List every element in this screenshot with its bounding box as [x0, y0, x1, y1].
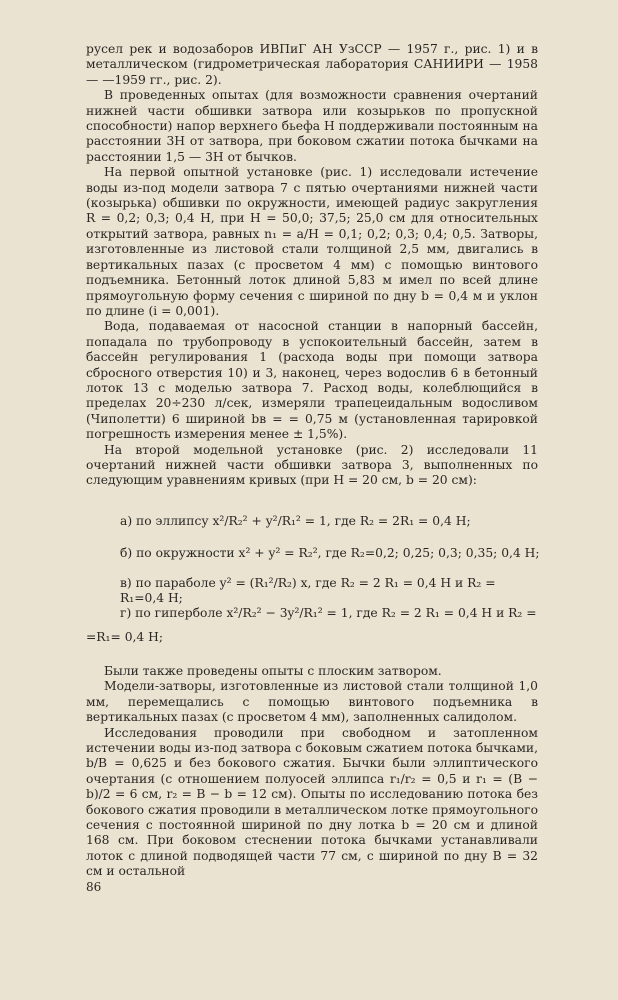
equation-ellipse: а) по эллипсу x²/R₂² + y²/R₁² = 1, где R₂ = 2R₁ = 0,4 H;: [120, 514, 471, 528]
paragraph: Вода, подаваемая от насосной станции в напорный бассейн, попадала по трубопроводу в успокоительный бассейн, затем в бассейн регулирования 1 (расхода воды при помощи затвора сбросного отверстия 10) и 3, наконец, через водослив 6 в бетонный лоток 13 с моделью затвора 7. Расход воды, колеблющийся в пределах 20÷230 л/сек, измеряли трапецеидальным водосливом (Чиполетти) 6 шириной bв = = 0,75 м (установленная тарировкой погрешность измерения менее ± 1,5%).: [86, 319, 538, 442]
equation-circle: б) по окружности x² + y² = R₂², где R₂=0,2; 0,25; 0,3; 0,35; 0,4 H;: [120, 546, 540, 560]
paragraph: В проведенных опытах (для возможности сравнения очертаний нижней части обшивки затвора или козырьков по пропускной способности) напор верхнего бьефа H поддерживали постоянным на расстоянии 3H от затвора, при боковом сжатии потока бычками на расстоянии 1,5 — 3H от бычков.: [86, 88, 538, 164]
equation-parabola: в) по параболе y² = (R₁²/R₂) x, где R₂ = 2 R₁ = 0,4 H и R₂ = R₁=0,4 H;: [120, 576, 496, 605]
page-number: 86: [86, 880, 102, 894]
equation-continuation: =R₁= 0,4 H;: [86, 630, 164, 644]
body-text: [86, 42, 538, 489]
equation-hyperbola: г) по гиперболе x²/R₂² − 3y²/R₁² = 1, где R₂ = 2 R₁ = 0,4 H и R₂ =: [120, 606, 537, 620]
paragraph: На первой опытной установке (рис. 1) исследовали истечение воды из-под модели затвора 7 с пятью очертаниями нижней части (козырька) обшивки по окружности, имеющей радиус закругления R = 0,2; 0,3; 0,4 H, при H = 50,0; 37,5; 25,0 см для относительных открытий затвора, равных n₁ = a/H = 0,1; 0,2; 0,3; 0,4; 0,5. Затворы, изготовленные из листовой стали толщиной 2,5 мм, двигались в вертикальных пазах (с просветом 4 мм) с помощью винтового подъемника. Бетонный лоток длиной 5,83 м имел по всей длине прямоугольную форму сечения с шириной по дну b = 0,4 м и уклон по длине (i = 0,001).: [86, 165, 538, 318]
paragraph: Были также проведены опыты с плоским затвором.: [104, 664, 442, 678]
paragraph: На второй модельной установке (рис. 2) исследовали 11 очертаний нижней части обшивки затвора 3, выполненных по следующим уравнениям кривых (при H = 20 см, b = 20 см):: [86, 442, 538, 488]
paragraph: русел рек и водозаборов ИВПиГ АН УзССР — 1957 г., рис. 1) и в металлическом (гидрометрическая лаборатория САНИИРИ — 1958 — —1959 гг., рис. 2).: [86, 42, 538, 87]
paragraph: Модели-затворы, изготовленные из листовой стали толщиной 1,0 мм, перемещались с помощью винтового подъемника в вертикальных пазах (с просветом 4 мм), заполненных салидолом.: [86, 679, 538, 725]
body-text-2: [86, 664, 538, 880]
paragraph: Исследования проводили при свободном и затопленном истечении воды из-под затвора с боковым сжатием потока бычками, b/B = 0,625 и без бокового сжатия. Бычки были эллиптического очертания (с отношением полуосей эллипса r₁/r₂ = 0,5 и r₁ = (B − b)/2 = 6 см, r₂ = B − b = 12 см). Опыты по исследованию потока без бокового сжатия проводили в металлическом лотке прямоугольного сечения с постоянной шириной по дну лотка b = 20 см и длиной 168 см. При боковом стеснении потока бычками устанавливали лоток с длиной подводящей части 77 см, с шириной по дну B = 32 см и остальной: [86, 725, 538, 879]
